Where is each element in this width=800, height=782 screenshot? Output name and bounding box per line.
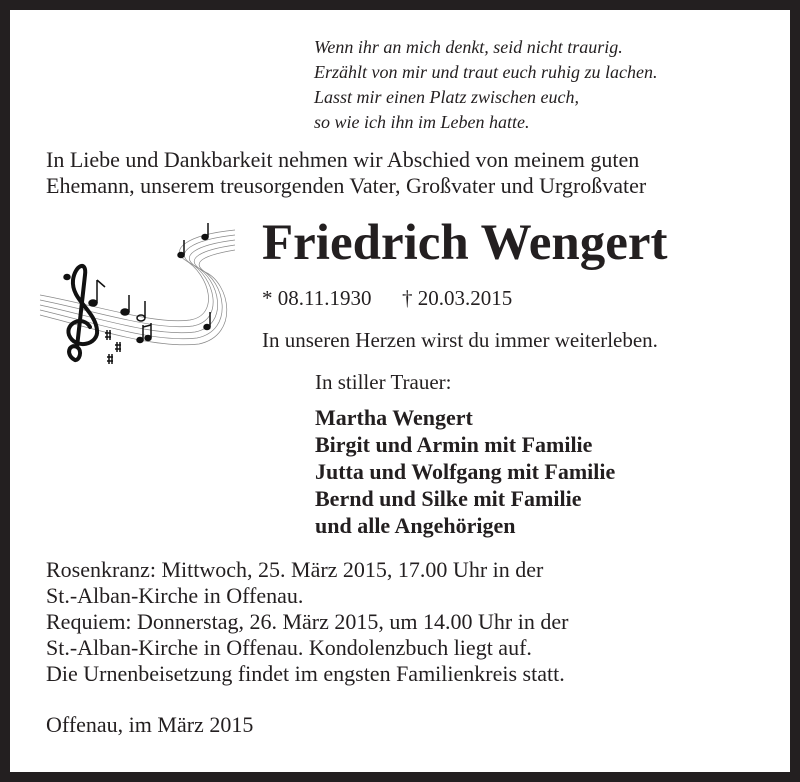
- death-date: † 20.03.2015: [402, 286, 513, 310]
- mourner: Birgit und Armin mit Familie: [315, 432, 593, 457]
- quote-line: Lasst mir einen Platz zwischen euch,: [314, 87, 579, 107]
- detail-line: Requiem: Donnerstag, 26. März 2015, um 14.00 Uhr in der: [46, 609, 569, 634]
- quote-line: Erzählt von mir und traut euch ruhig zu lachen.: [314, 62, 658, 82]
- mourner: Jutta und Wolfgang mit Familie: [315, 459, 616, 484]
- mourner: Bernd und Silke mit Familie: [315, 486, 582, 511]
- deceased-name: Friedrich Wengert: [262, 215, 668, 271]
- detail-line: St.-Alban-Kirche in Offenau.: [46, 583, 304, 608]
- detail-line: Die Urnenbeisetzung findet im engsten Familienkreis statt.: [46, 661, 565, 686]
- intro-line: Ehemann, unserem treusorgenden Vater, Großvater und Urgroßvater: [46, 173, 647, 198]
- music-notes-icon: [35, 215, 235, 375]
- motto: In unseren Herzen wirst du immer weiterleben.: [262, 328, 658, 352]
- place-date: Offenau, im März 2015: [46, 712, 254, 737]
- obituary-card: [10, 10, 790, 772]
- birth-date: * 08.11.1930: [262, 286, 372, 310]
- detail-line: Rosenkranz: Mittwoch, 25. März 2015, 17.00 Uhr in der: [46, 557, 544, 582]
- detail-line: St.-Alban-Kirche in Offenau. Kondolenzbuch liegt auf.: [46, 635, 532, 660]
- mourner: und alle Angehörigen: [315, 513, 516, 538]
- mourning-label: In stiller Trauer:: [315, 370, 452, 394]
- intro-line: In Liebe und Dankbarkeit nehmen wir Abschied von meinem guten: [46, 147, 640, 172]
- quote-line: Wenn ihr an mich denkt, seid nicht traurig.: [314, 37, 623, 57]
- mourner: Martha Wengert: [315, 405, 473, 430]
- quote-line: so wie ich ihn im Leben hatte.: [314, 112, 530, 132]
